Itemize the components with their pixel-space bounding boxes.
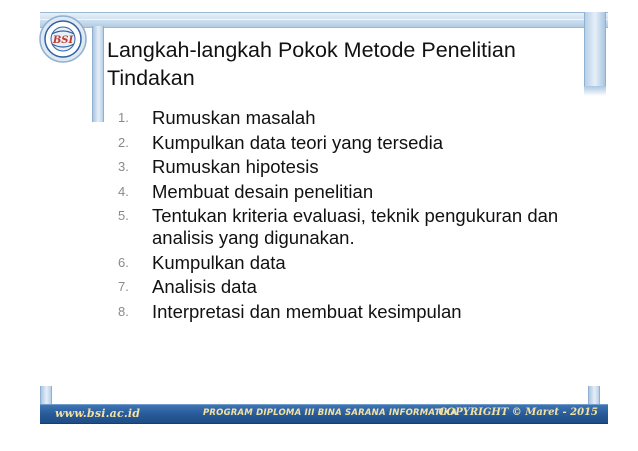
bsi-logo-icon <box>38 14 88 64</box>
footer-right-decorative-bar <box>588 386 600 406</box>
list-item <box>118 252 588 274</box>
list-item-number: 8. <box>118 303 129 319</box>
list-item <box>118 107 588 129</box>
list-item-text: Rumuskan hipotesis <box>152 156 319 177</box>
list-item-number: 7. <box>118 279 129 294</box>
list-item-number: 4. <box>118 183 129 199</box>
list-item-number: 5. <box>118 208 129 223</box>
list-item-text: Analisis data <box>152 276 257 297</box>
list-item-number: 3. <box>118 159 129 174</box>
list-item-text: Kumpulkan data teori yang tersedia <box>152 131 444 153</box>
footer-banner <box>40 404 608 424</box>
footer-url: www.bsi.ac.id <box>55 407 141 420</box>
footer-left-decorative-bar <box>40 386 52 406</box>
list-item <box>118 205 588 249</box>
list-item-text: Interpretasi dan membuat kesimpulan <box>152 300 462 322</box>
list-item-number: 2. <box>118 134 129 150</box>
list-item <box>118 156 588 178</box>
list-item <box>118 301 588 323</box>
list-item-text: Tentukan kriteria evaluasi, teknik pengukuran dan analisis yang digunakan. <box>152 205 559 248</box>
list-item-text: Membuat desain penelitian <box>152 180 374 202</box>
list-item-text: Rumuskan masalah <box>152 107 316 128</box>
right-decorative-bar <box>584 12 606 86</box>
left-decorative-bar <box>92 26 104 122</box>
list-item <box>118 132 588 154</box>
list-item-number: 1. <box>118 110 129 125</box>
footer-program-name: PROGRAM DIPLOMA III BINA SARANA INFORMATIKA <box>203 408 458 418</box>
top-decorative-band <box>40 12 608 28</box>
steps-list <box>118 107 588 325</box>
slide-title: Langkah-langkah Pokok Metode Penelitian Tindakan <box>107 38 516 90</box>
list-item <box>118 276 588 298</box>
logo-text: BSI <box>52 35 74 46</box>
list-item-number: 6. <box>118 254 129 270</box>
footer-copyright: COPYRIGHT © Maret - 2015 <box>438 407 598 418</box>
list-item <box>118 181 588 203</box>
list-item-text: Kumpulkan data <box>152 251 286 273</box>
